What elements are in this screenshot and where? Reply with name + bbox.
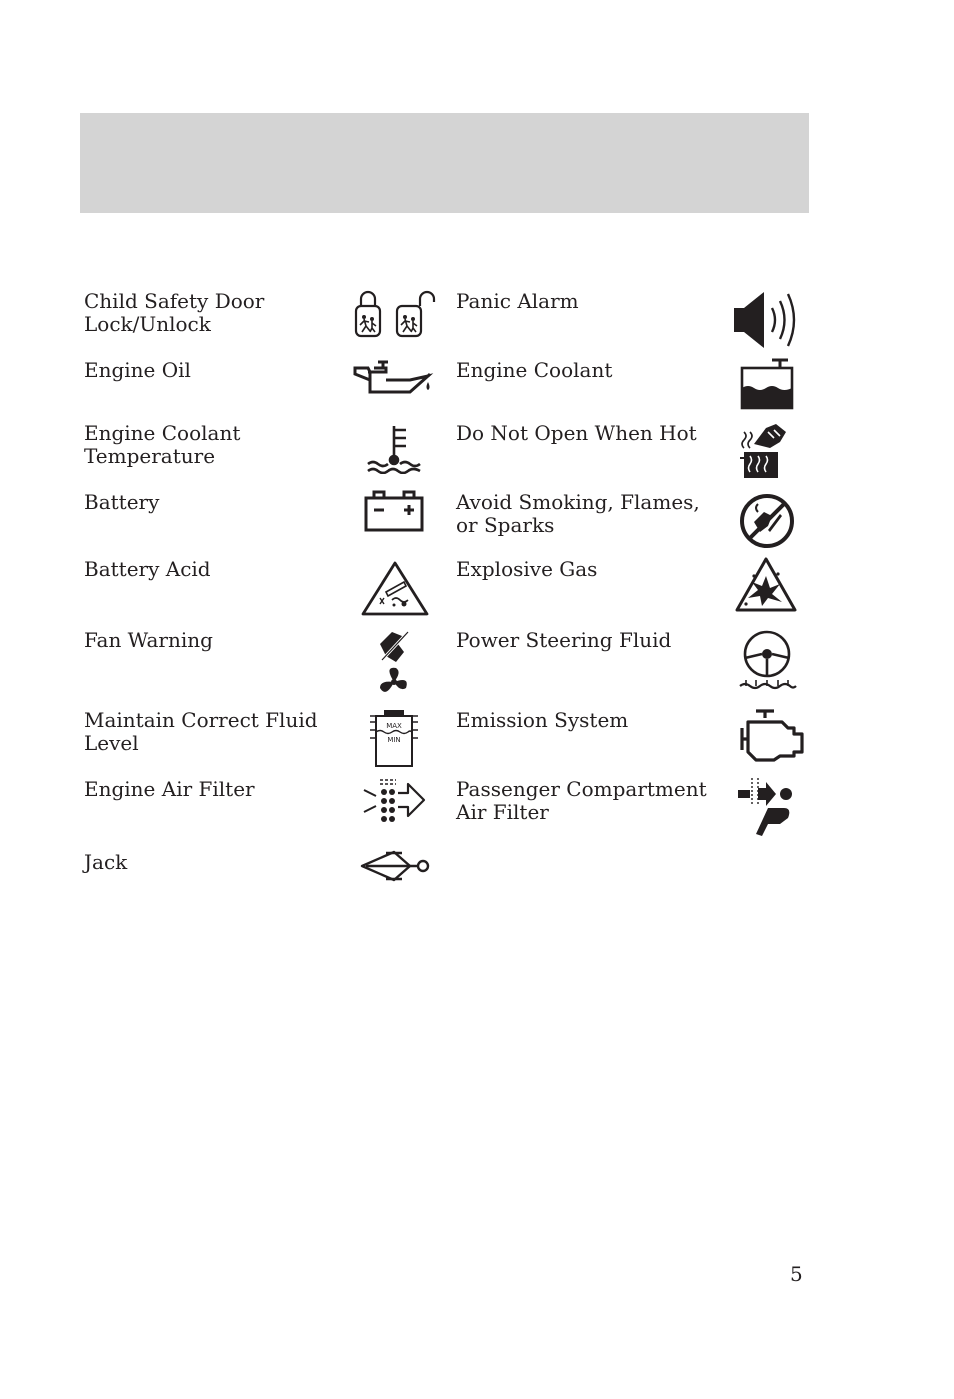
label-battery: Battery xyxy=(84,490,160,514)
fluid-max-label: MAX xyxy=(386,722,402,730)
label-engine-air-filter: Engine Air Filter xyxy=(84,777,255,801)
speaker-icon xyxy=(732,290,802,350)
fluid-level-icon xyxy=(368,708,420,768)
label-engine-coolant: Engine Coolant xyxy=(456,358,613,382)
label-maintain-fluid-level: Maintain Correct Fluid Level xyxy=(84,708,318,755)
oil-can-icon xyxy=(352,358,434,398)
label-fan-warning: Fan Warning xyxy=(84,628,213,652)
child-lock-unlock-icon xyxy=(352,290,436,340)
fluid-min-label: MIN xyxy=(387,736,401,744)
cabin-air-filter-icon xyxy=(736,776,798,840)
label-passenger-air-filter: Passenger Compartment Air Filter xyxy=(456,777,707,824)
coolant-reservoir-icon xyxy=(738,358,796,410)
label-engine-oil: Engine Oil xyxy=(84,358,191,382)
coolant-temperature-icon xyxy=(364,424,424,474)
label-emission-system: Emission System xyxy=(456,708,629,732)
chapter-header-band xyxy=(80,113,809,213)
page-number: 5 xyxy=(790,1262,803,1286)
battery-acid-warning-icon xyxy=(360,560,430,616)
no-smoking-icon xyxy=(738,492,796,550)
battery-icon xyxy=(362,490,426,532)
explosive-gas-warning-icon xyxy=(734,556,798,614)
label-panic-alarm: Panic Alarm xyxy=(456,289,579,313)
label-do-not-open-when-hot: Do Not Open When Hot xyxy=(456,421,697,445)
label-power-steering-fluid: Power Steering Fluid xyxy=(456,628,672,652)
fan-warning-icon xyxy=(374,628,414,698)
label-avoid-smoking: Avoid Smoking, Flames, or Sparks xyxy=(456,490,700,537)
engine-icon xyxy=(734,708,806,762)
label-child-safety-lock: Child Safety Door Lock/Unlock xyxy=(84,289,265,336)
label-explosive-gas: Explosive Gas xyxy=(456,557,598,581)
label-battery-acid: Battery Acid xyxy=(84,557,211,581)
hot-reservoir-icon xyxy=(740,422,790,480)
steering-wheel-fluid-icon xyxy=(736,628,798,692)
label-jack: Jack xyxy=(84,850,128,874)
jack-icon xyxy=(358,848,432,884)
air-filter-icon xyxy=(362,776,426,824)
label-engine-coolant-temperature: Engine Coolant Temperature xyxy=(84,421,241,468)
